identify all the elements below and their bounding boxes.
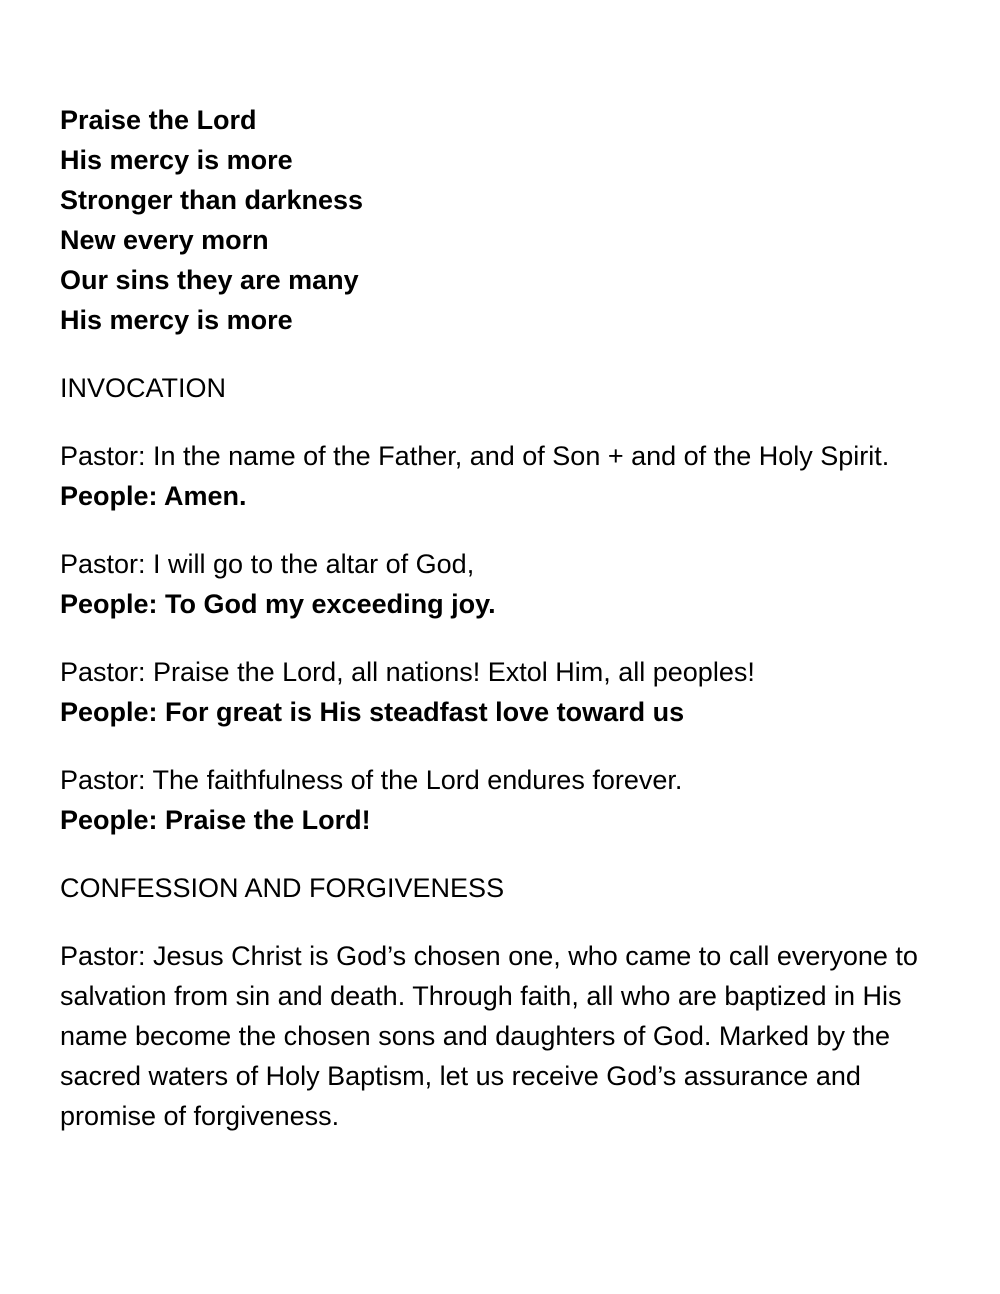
invocation-exchange-3 — [60, 652, 940, 732]
pastor-line: Pastor: I will go to the altar of God, — [60, 549, 475, 579]
hymn-line: Stronger than darkness — [60, 185, 364, 215]
invocation-heading: INVOCATION — [60, 373, 227, 403]
confession-exchange — [60, 936, 940, 1136]
people-response: People: For great is His steadfast love toward us — [60, 697, 685, 727]
invocation-exchange-2 — [60, 544, 940, 624]
hymn-line: Our sins they are many — [60, 265, 359, 295]
document-page — [60, 100, 940, 1136]
hymn-line: His mercy is more — [60, 145, 293, 175]
hymn-line: His mercy is more — [60, 305, 293, 335]
hymn-stanza — [60, 100, 940, 340]
invocation-exchange-4 — [60, 760, 940, 840]
invocation-exchange-1 — [60, 436, 940, 516]
people-response: People: Amen. — [60, 481, 247, 511]
pastor-line: Pastor: The faithfulness of the Lord endures forever. — [60, 765, 683, 795]
people-response: People: Praise the Lord! — [60, 805, 371, 835]
people-response: People: To God my exceeding joy. — [60, 589, 496, 619]
confession-heading: CONFESSION AND FORGIVENESS — [60, 873, 505, 903]
pastor-line: Pastor: In the name of the Father, and of Son + and of the Holy Spirit. — [60, 441, 890, 471]
hymn-line: New every morn — [60, 225, 269, 255]
hymn-line: Praise the Lord — [60, 105, 257, 135]
pastor-line: Pastor: Praise the Lord, all nations! Extol Him, all peoples! — [60, 657, 755, 687]
pastor-paragraph: Pastor: Jesus Christ is God’s chosen one, who came to call everyone to salvation from sin and death. Through faith, all who are baptized in His name become the chosen sons and daughters of God. Marked by the sacred waters of Holy Baptism, let us receive God’s assurance and promise of forgiveness. — [60, 941, 918, 1131]
